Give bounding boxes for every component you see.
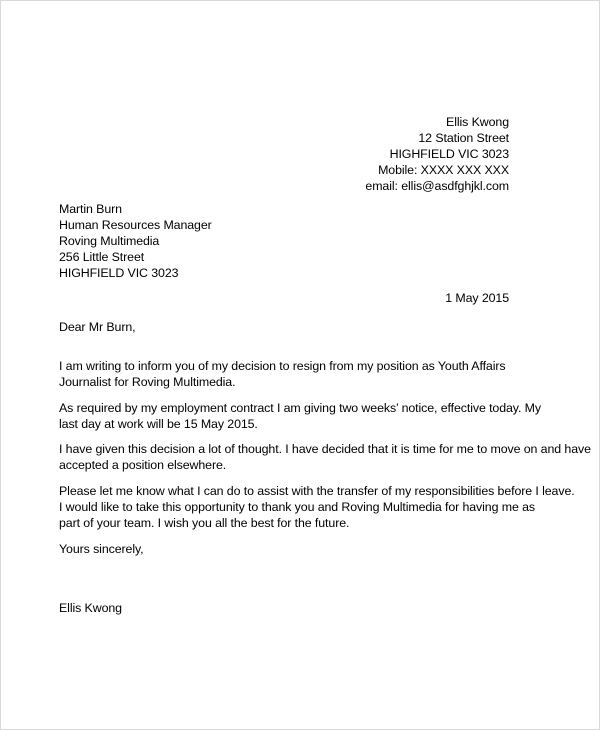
paragraph-decision — [59, 441, 591, 473]
sender-mobile: Mobile: XXXX XXX XXX — [378, 163, 509, 177]
recipient-street: 256 Little Street — [59, 250, 145, 264]
sender-city: HIGHFIELD VIC 3023 — [389, 147, 509, 161]
paragraph-notice — [59, 400, 541, 432]
sender-email: email: ellis@asdfghjkl.com — [365, 179, 509, 193]
paragraph-line: I would like to take this opportunity to thank you and Roving Multimedia for having me as — [59, 500, 535, 514]
paragraph-line: I am writing to inform you of my decision to resign from my position as Youth Affairs — [59, 359, 506, 373]
sender-address-block — [365, 114, 509, 194]
recipient-name: Martin Burn — [59, 202, 122, 216]
paragraph-line: last day at work will be 15 May 2015. — [59, 417, 258, 431]
paragraph-line: As required by my employment contract I am giving two weeks’ notice, effective today. My — [59, 401, 541, 415]
sender-street: 12 Station Street — [418, 131, 509, 145]
paragraph-line: Journalist for Roving Multimedia. — [59, 375, 236, 389]
paragraph-thanks — [59, 483, 575, 531]
salutation: Dear Mr Burn, — [59, 320, 136, 334]
paragraph-line: accepted a position elsewhere. — [59, 458, 227, 472]
closing: Yours sincerely, — [59, 542, 144, 556]
paragraph-line: I have given this decision a lot of thought. I have decided that it is time for me to move on and have — [59, 442, 591, 456]
letter-date: 1 May 2015 — [445, 291, 509, 305]
recipient-title: Human Resources Manager — [59, 218, 212, 232]
paragraph-line: Please let me know what I can do to assist with the transfer of my responsibilities before I leave. — [59, 484, 575, 498]
recipient-city: HIGHFIELD VIC 3023 — [59, 266, 179, 280]
signature-name: Ellis Kwong — [59, 601, 122, 615]
sender-name: Ellis Kwong — [446, 115, 509, 129]
paragraph-resignation — [59, 358, 506, 390]
recipient-address-block — [59, 201, 212, 281]
recipient-company: Roving Multimedia — [59, 234, 160, 248]
paragraph-line: part of your team. I wish you all the best for the future. — [59, 516, 350, 530]
